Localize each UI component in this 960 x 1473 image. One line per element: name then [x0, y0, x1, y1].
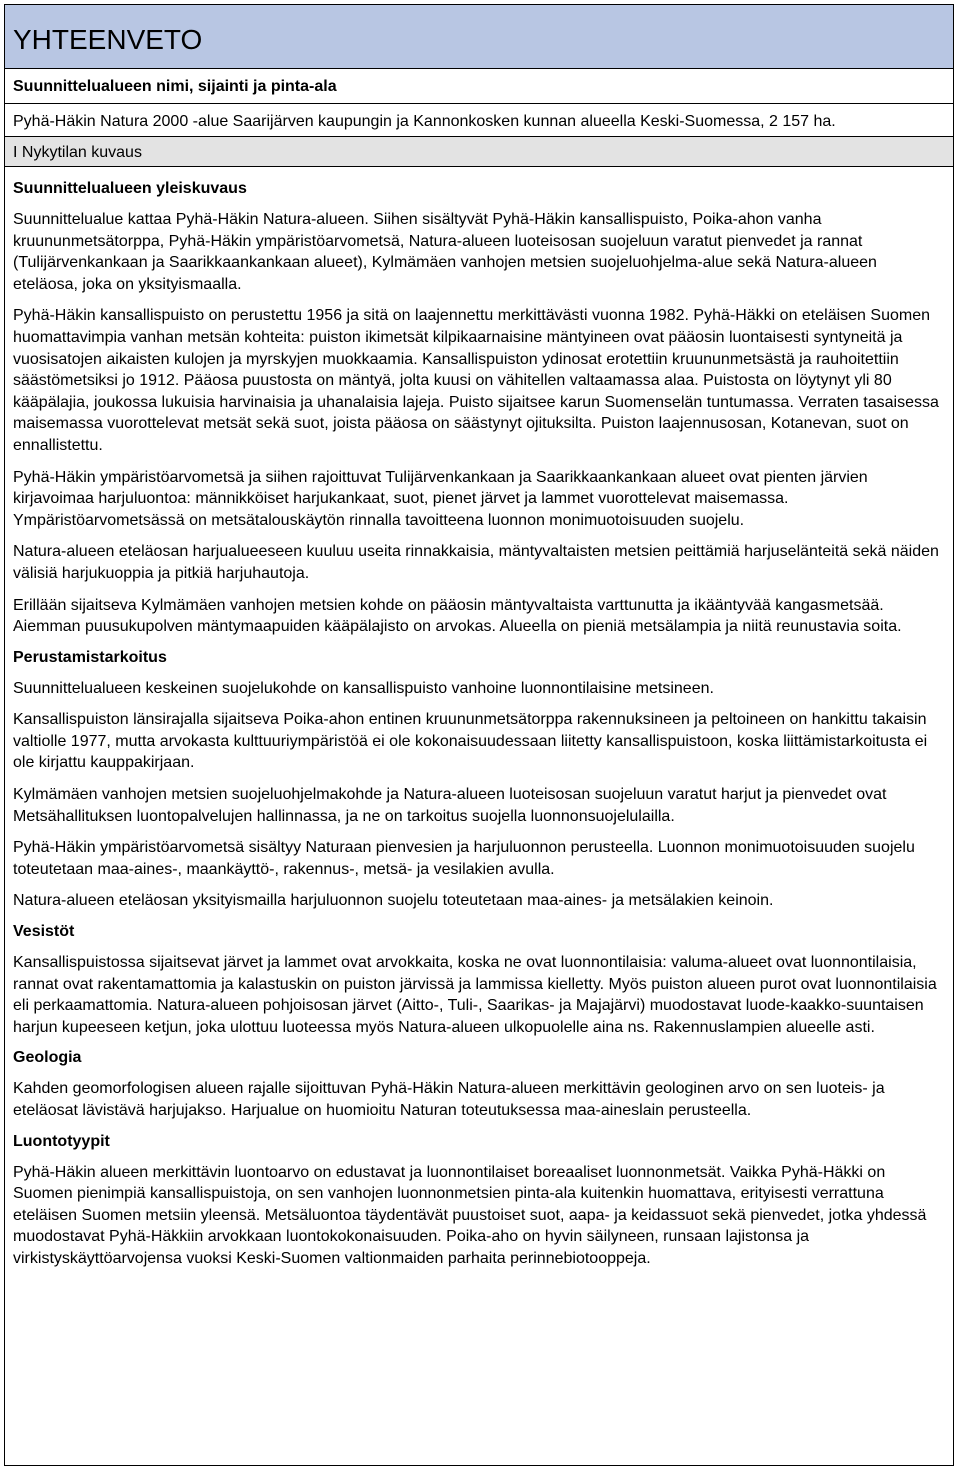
paragraph: Pyhä-Häkin alueen merkittävin luontoarvo on edustavat ja luonnontilaiset boreaaliset luonnonmetsät. Vaikka Pyhä-Häkki on Suomen pienimpiä kansallispuistoja, on sen vanhojen luonnonmetsien pinta-ala kuitenkin huomattava, erityisesti verrattuna eteläisen Suomen metsiin yleensä. Metsäluontoa täydentävät puustoiset suot, aapa- ja keidassuot sekä pienvedet, jotka yhdessä muodostavat Pyhä-Häkkiin arvokkaan luontokokonaisuuden. Poika-aho on hyvin säilyneen, runsaan lajistonsa ja virkistyskäyttöarvojensa vuoksi Keski-Suomen valtionmaiden parhaita perinnebiotooppeja. [13, 1163, 927, 1267]
paragraph: Kylmämäen vanhojen metsien suojeluohjelmakohde ja Natura-alueen luoteisosan suojeluun varatut harjut ja pienvedet ovat Metsähallituksen luontopalvelujen hallinnassa, ja ne on tarkoitus suojella luonnonsuojelulailla. [13, 786, 887, 825]
content-body [5, 167, 953, 1270]
paragraph: Suunnittelualueen keskeinen suojelukohde on kansallispuisto vanhoine luonnontilaisine metsineen. [13, 679, 714, 697]
section-heading-current-state: I Nykytilan kuvaus [5, 137, 953, 167]
paragraph: Erillään sijaitseva Kylmämäen vanhojen metsien kohde on pääosin mäntyvaltaista varttunutta ja ikääntyvää kangasmetsää. Aiemman puusukupolven mäntymaapuiden kääpälajisto on arvokas. Alueella on pieniä metsälampia ja niitä reunustavia soita. [13, 596, 902, 636]
paragraph: Kahden geomorfologisen alueen rajalle sijoittuvan Pyhä-Häkin Natura-alueen merkittävin geologinen arvo on sen luoteis- ja eteläosat lävistävä harjujakso. Harjualue on huomioitu Naturan toteutuksessa maa-aineslain perusteella. [13, 1080, 885, 1119]
section-heading-name-location-area: Suunnittelualueen nimi, sijainti ja pinta-ala [5, 69, 953, 104]
paragraph: Kansallispuiston länsirajalla sijaitseva Poika-ahon entinen kruununmetsätorppa rakennuksineen ja peltoineen on hankittu takaisin valtiolle 1977, mutta arvokasta kulttuuriympäristöä ei ole kokonaisuudessaan liitetty kansallispuistoon, koska liittämistarkoitusta ei ole kirjattu kauppakirjaan. [13, 711, 928, 772]
heading-geology: Geologia [13, 1049, 82, 1067]
paragraph: Kansallispuistossa sijaitsevat järvet ja lammet ovat arvokkaita, koska ne ovat luonnontilaisia: valuma-alueet ovat luonnontilaisia, rannat ovat rakentamattomia ja kalastuskin on puiston järvissä ja lammissa kielletty. Myös puiston alueen purot ovat luonnontilaisia eli perkaamattomia. Natura-alueen pohjoisosan järvet (Aitto-, Tuli-, Saarikas- ja Majajärvi) muodostavat luode-kaakko-suuntaisen harjun kupeeseen ketjun, joka ulottuu luoteessa myös Natura-alueen ulkopuolelle aina ns. Rakennuslampien alueelle asti. [13, 954, 937, 1036]
paragraph: Natura-alueen eteläosan harjualueeseen kuuluu useita rinnakkaisia, mäntyvaltaisten metsien peittämiä harjuselänteitä sekä näiden välisiä harjukuoppia ja pitkiä harjuhautoja. [13, 543, 939, 582]
paragraph: Natura-alueen eteläosan yksityismailla harjuluonnon suojelu toteutetaan maa-aines- ja metsälakien keinoin. [13, 892, 774, 910]
paragraph: Suunnittelualue kattaa Pyhä-Häkin Natura-alueen. Siihen sisältyvät Pyhä-Häkin kansallispuisto, Poika-ahon vanha kruununmetsätorppa, Pyhä-Häkin ympäristöarvometsä, Natura-alueen luoteisosan suojeluun varatut pienvedet ja rannat (Tulijärvenkankaan ja Saarikkaankankaan alueet), Kylmämäen vanhojen metsien suojeluohjelma-alue sekä Natura-alueen eteläosa, joka on yksityismaalla. [13, 211, 877, 293]
heading-purpose: Perustamistarkoitus [13, 648, 167, 666]
title-bar [5, 5, 953, 69]
heading-habitats: Luontotyypit [13, 1132, 110, 1150]
paragraph: Pyhä-Häkin ympäristöarvometsä ja siihen rajoittuvat Tulijärvenkankaan ja Saarikkaankankaan alueet ovat pienten järvien kirjavoimaa harjuluontoa: männikköiset harjukankaat, suot, pienet järvet ja lammet vuorottelevat maisemassa. Ympäristöarvometsässä on metsätalouskäytön rinnalla tavoitteena luonnon monimuotoisuuden suojelu. [13, 468, 868, 529]
document-page [4, 4, 954, 1466]
paragraph: Pyhä-Häkin ympäristöarvometsä sisältyy Naturaan pienvesien ja harjuluonnon perusteella. Luonnon monimuotoisuuden suojelu toteutetaan maa-aines-, maankäyttö-, rakennus-, metsä- ja vesilakien avulla. [13, 839, 915, 878]
heading-waters: Vesistöt [13, 923, 75, 941]
page-title: YHTEENVETO [13, 24, 203, 55]
heading-general-description: Suunnittelualueen yleiskuvaus [13, 180, 247, 197]
paragraph: Pyhä-Häkin kansallispuisto on perustettu 1956 ja sitä on laajennettu merkittävästi vuonna 1982. Pyhä-Häkki on eteläisen Suomen huomattavimpia vanhan metsän kohteita: puiston ikimetsät kilpikaarnaisine mäntyineen ovat pääosin luontaisesti syntyneitä ja vuosisatojen aikaisten kulojen ja myrskyjen muokkaamia. Kansallispuiston ydinosat erotettiin kruununmetsästä ja rauhoitettiin säästömetsiksi jo 1912. Pääosa puustosta on mäntyä, jolta kuusi on vähitellen valtaamassa alaa. Puistosta on löytynyt yli 80 kääpälajia, joukossa lukuisia harvinaisia ja uhanalaisia lajeja. Puisto sijaitsee karun Suomenselän tuntumassa. Verraten tasaisessa maisemassa vuorottelevat metsät sekä suot, joista pääosa on säästynyt ojituksilta. Puiston laajennusosan, Kotanevan, suot on ennallistettu. [13, 307, 939, 454]
area-description: Pyhä-Häkin Natura 2000 -alue Saarijärven kaupungin ja Kannonkosken kunnan alueella Keski-Suomessa, 2 157 ha. [5, 104, 953, 137]
